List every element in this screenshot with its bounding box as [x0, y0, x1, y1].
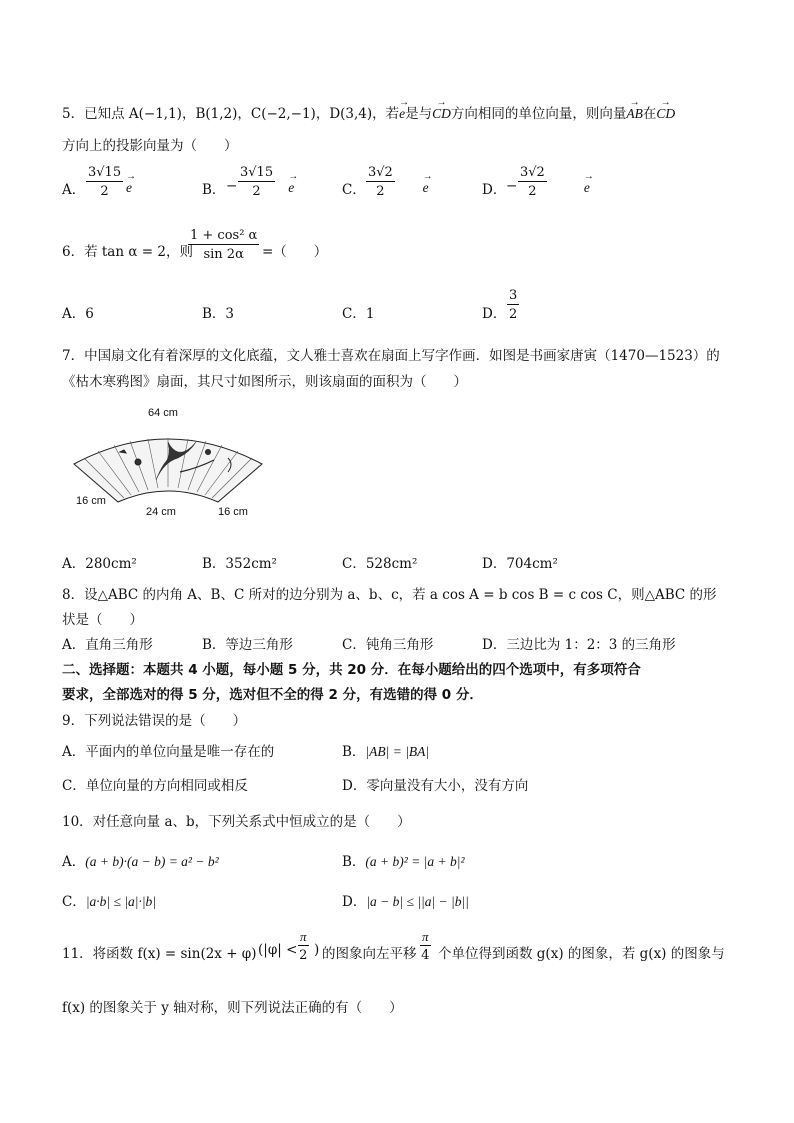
q5-option-c-label: C．: [342, 182, 366, 198]
q11-condition-close: ): [314, 942, 320, 958]
q5-option-a-vector: → e: [126, 180, 132, 196]
q5-line1: 5．已知点 A(−1,1)，B(1,2)，C(−2,−1)，D(3,4)，若→ e是与→ CD方向相同的单位向量，则向量→ AB在→ CD: [62, 102, 675, 122]
section2-line1: 二、选择题：本题共 4 小题，每小题 5 分，共 20 分．在每小题给出的四个选项中，有多项符合: [62, 662, 641, 678]
q5-option-a-label: A．: [62, 182, 86, 198]
section2-line2: 要求，全部选对的得 5 分，选对但不全的得 2 分，有选错的得 0 分．: [62, 687, 483, 703]
q6-fraction: $\frac{\text{1 + cos² α}}{\sin 2\alpha}$: [190, 228, 258, 262]
q5-option-d-sign: −: [506, 178, 518, 194]
q7-option-c: C．528cm²: [342, 556, 418, 572]
q5-option-c-fraction: $\frac{3√2}{2}$: [368, 165, 393, 199]
q8-option-a: A．直角三角形: [62, 637, 153, 653]
q5-option-c-vector: → e: [423, 180, 429, 196]
q5-option-b-label: B．: [202, 182, 226, 198]
q10-option-d: D．|a − b| ≤ ||a| − |b||: [342, 894, 469, 910]
q8-option-b: B．等边三角形: [202, 637, 293, 653]
q9-option-b: B．|AB| = |BA|: [342, 744, 430, 760]
q10-option-a: A．(a + b)·(a − b) = a² − b²: [62, 854, 219, 870]
q10-stem: 10．对任意向量 a、b，下列关系式中恒成立的是（ ）: [62, 814, 411, 830]
q8-line2: 状是（ ）: [62, 612, 143, 628]
q11-line1-b: 的图象向左平移: [322, 946, 417, 962]
q6-option-c: C．1: [342, 306, 375, 322]
q8-line1: 8．设△ABC 的内角 A、B、C 所对的边分别为 a、b、c，若 a cos A = b cos B = c cos C，则△ABC 的形: [62, 587, 717, 603]
q5-option-d-vector: → e: [584, 180, 590, 196]
q5-option-d-label: D．: [482, 182, 507, 198]
q5-option-b-vector: → e: [288, 180, 294, 196]
q9-option-d: D．零向量没有大小，没有方向: [342, 778, 529, 794]
q7-line2: 《枯木寒鸦图》扇面，其尺寸如图所示，则该扇面的面积为（ ）: [62, 374, 467, 390]
vector-cd-2: → CD: [656, 106, 675, 122]
q6-option-a: A．6: [62, 306, 94, 322]
q9-stem: 9．下列说法错误的是（ ）: [62, 713, 247, 729]
fan-label-right: 16 cm: [218, 506, 248, 518]
vector-ab: → AB: [626, 106, 643, 122]
q9-option-a: A．平面内的单位向量是唯一存在的: [62, 744, 275, 760]
q6-stem-b: =（ ）: [262, 244, 328, 260]
fan-label-bottom: 24 cm: [146, 506, 176, 518]
q8-option-d: D．三边比为 1：2：3 的三角形: [482, 637, 676, 653]
q11-line2: f(x) 的图象关于 y 轴对称，则下列说法正确的有（ ）: [62, 1000, 403, 1016]
q7-option-d: D．704cm²: [482, 556, 558, 572]
q10-option-b: B．(a + b)² = |a + b|²: [342, 854, 465, 870]
q5-line2: 方向上的投影向量为（ ）: [62, 138, 238, 154]
q11-pi-over-4: $\frac{\pi}{4}$: [421, 929, 430, 963]
q5-option-b-sign: −: [226, 178, 238, 194]
q11-pi-over-2: $\frac{\pi}{2}$: [299, 929, 308, 963]
fan-figure: [68, 402, 268, 527]
q5-option-a-fraction: $\frac{3√15}{2}$: [88, 165, 122, 199]
vector-cd: → CD: [432, 106, 451, 122]
fan-label-top: 64 cm: [148, 407, 178, 419]
q6-option-b: B．3: [202, 306, 235, 322]
q5-option-d-fraction: $\frac{3√2}{2}$: [520, 165, 545, 199]
q11-condition-open: (|φ| <: [258, 942, 298, 958]
q11-line1-c: 个单位得到函数 g(x) 的图象，若 g(x) 的图象与: [438, 946, 725, 962]
q10-option-c: C．|a·b| ≤ |a|·|b|: [62, 894, 157, 910]
fan-label-left: 16 cm: [76, 495, 106, 507]
q5-option-b-fraction: $\frac{3√15}{2}$: [240, 165, 274, 199]
q8-option-c: C．钝角三角形: [342, 637, 434, 653]
q7-option-a: A．280cm²: [62, 556, 137, 572]
q6-stem-a: 6．若 tan α = 2，则: [62, 244, 193, 260]
q7-option-b: B．352cm²: [202, 556, 277, 572]
q6-option-d-label: D．: [482, 306, 507, 322]
q6-option-d-fraction: $\frac{3}{2}$: [509, 288, 518, 322]
vector-e: → e: [399, 106, 405, 122]
q9-option-c: C．单位向量的方向相同或相反: [62, 778, 248, 794]
q7-line1: 7．中国扇文化有着深厚的文化底蕴，文人雅士喜欢在扇面上写字作画．如图是书画家唐寅（1470—1523）的: [62, 348, 720, 364]
q11-line1-a: 11．将函数 f(x) = sin(2x + φ): [62, 946, 257, 962]
